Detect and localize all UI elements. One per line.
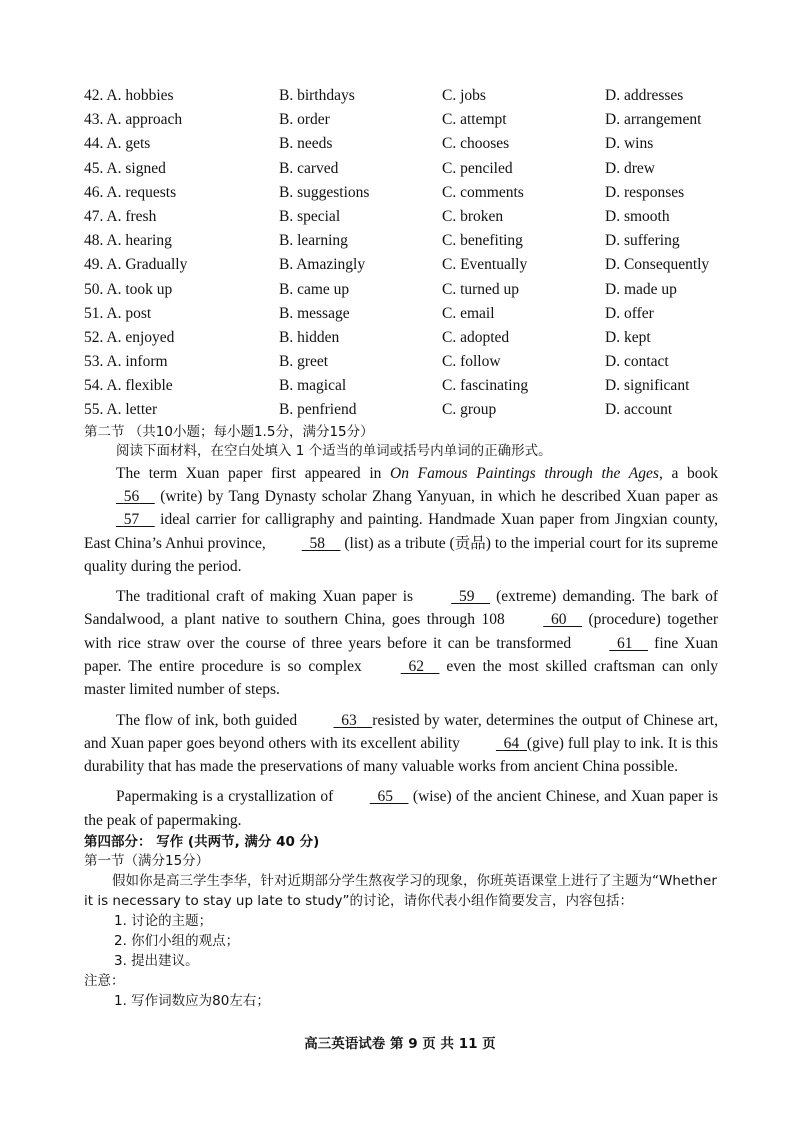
option-text: C. email — [442, 304, 495, 322]
option-d[interactable] — [605, 352, 718, 376]
option-a[interactable] — [84, 255, 279, 279]
option-b[interactable] — [279, 183, 442, 207]
option-text: C. comments — [442, 183, 524, 201]
option-row — [84, 352, 718, 376]
option-b[interactable] — [279, 328, 442, 352]
note-item-1: 1. 写作词数应为80左右； — [114, 993, 270, 1010]
option-text: D. smooth — [605, 207, 670, 225]
option-c[interactable] — [442, 231, 605, 255]
option-text: D. suffering — [605, 232, 680, 250]
option-text: A. hobbies — [106, 87, 174, 104]
blank-61[interactable]: 61 — [617, 634, 633, 652]
option-text: B. special — [279, 207, 341, 225]
option-text: A. approach — [106, 111, 183, 129]
option-a[interactable] — [84, 110, 279, 134]
prompt-item-1: 1. 讨论的主题； — [114, 913, 213, 930]
option-c[interactable] — [442, 207, 605, 231]
option-d[interactable] — [605, 304, 718, 328]
option-a[interactable] — [84, 86, 279, 110]
option-text: B. Amazingly — [279, 256, 366, 274]
option-text: D. significant — [605, 377, 690, 395]
option-row — [84, 207, 718, 231]
option-b[interactable] — [279, 134, 442, 158]
option-b[interactable] — [279, 231, 442, 255]
blank-59[interactable]: 59 — [458, 588, 475, 606]
question-number: 46. — [84, 183, 104, 201]
part4-section1-heading: 第一节（满分15分） — [84, 853, 210, 870]
option-text: D. offer — [605, 304, 654, 322]
option-text: A. post — [106, 304, 152, 322]
option-b[interactable] — [279, 304, 442, 328]
option-b[interactable] — [279, 159, 442, 183]
option-text: A. hearing — [106, 232, 172, 250]
option-a[interactable] — [84, 280, 279, 304]
option-c[interactable] — [442, 255, 605, 279]
option-c[interactable] — [442, 159, 605, 183]
option-a[interactable] — [84, 207, 279, 231]
question-number: 43. — [84, 111, 104, 129]
option-d[interactable] — [605, 328, 718, 352]
option-text: B. order — [279, 111, 330, 129]
option-d[interactable] — [605, 134, 718, 158]
option-b[interactable] — [279, 400, 442, 424]
option-text: D. Consequently — [605, 256, 710, 274]
blank-64[interactable]: 64 — [503, 734, 520, 752]
note-label: 注意： — [84, 973, 125, 990]
passage-paragraph-2: The traditional craft of making Xuan paper is 59 (extreme) demanding. The bark of Sandalwood, a plant native to southern China, goes through 108 60 (procedure) together with rice straw over the course of three years before it can be transformed 61 fine Xuan paper. The entire procedure is so complex 62 even the most skilled craftsman can only master limited number of steps. — [84, 585, 718, 701]
option-c[interactable] — [442, 328, 605, 352]
option-c[interactable] — [442, 86, 605, 110]
option-row — [84, 400, 718, 424]
question-number: 47. — [84, 207, 104, 225]
option-text: C. attempt — [442, 111, 507, 129]
option-text: D. account — [605, 401, 673, 419]
option-text: B. greet — [279, 353, 329, 371]
option-b[interactable] — [279, 86, 442, 110]
option-a[interactable] — [84, 159, 279, 183]
option-text: D. made up — [605, 280, 677, 298]
option-text: D. kept — [605, 328, 651, 346]
option-d[interactable] — [605, 159, 718, 183]
option-c[interactable] — [442, 352, 605, 376]
question-number: 51. — [84, 304, 104, 322]
option-b[interactable] — [279, 376, 442, 400]
blank-65[interactable]: 65 — [377, 788, 393, 806]
option-text: B. carved — [279, 159, 339, 177]
option-c[interactable] — [442, 134, 605, 158]
option-a[interactable] — [84, 376, 279, 400]
option-text: B. came up — [279, 280, 350, 298]
option-text: C. penciled — [442, 159, 513, 177]
option-d[interactable] — [605, 183, 718, 207]
blank-56[interactable]: 56 — [123, 487, 140, 505]
option-d[interactable] — [605, 376, 718, 400]
question-number: 50. — [84, 280, 104, 298]
option-c[interactable] — [442, 304, 605, 328]
option-b[interactable] — [279, 110, 442, 134]
option-d[interactable] — [605, 280, 718, 304]
question-number: 49. — [84, 256, 104, 274]
option-text: B. hidden — [279, 328, 340, 346]
option-d[interactable] — [605, 86, 718, 110]
option-c[interactable] — [442, 376, 605, 400]
option-row — [84, 159, 718, 183]
blank-58[interactable]: 58 — [309, 534, 325, 552]
book-title: On Famous Paintings through the Ages — [390, 464, 659, 482]
option-row — [84, 231, 718, 255]
writing-prompt: 假如你是高三学生李华，针对近期部分学生熬夜学习的现象，你班英语课堂上进行了主题为“Whether it is necessary to stay up late to study”的讨论，请你代表小组作简要发言，内容包括： — [84, 873, 717, 910]
option-text: B. message — [279, 304, 350, 322]
blank-60[interactable]: 60 — [550, 611, 567, 629]
option-text: A. fresh — [106, 207, 157, 225]
option-b[interactable] — [279, 280, 442, 304]
question-number: 45. — [84, 159, 104, 177]
question-number: 53. — [84, 353, 104, 371]
option-text: B. suggestions — [279, 183, 370, 201]
option-text: C. benefiting — [442, 232, 523, 250]
option-text: D. arrangement — [605, 111, 702, 129]
question-number: 48. — [84, 232, 104, 250]
option-row — [84, 280, 718, 304]
option-text: B. birthdays — [279, 87, 355, 104]
question-number: 54. — [84, 377, 104, 395]
blank-57[interactable]: 57 — [123, 511, 140, 529]
option-text: C. group — [442, 401, 497, 419]
option-d[interactable] — [605, 207, 718, 231]
option-text: A. inform — [106, 353, 168, 371]
option-text: C. adopted — [442, 328, 510, 346]
option-text: A. gets — [106, 135, 151, 153]
section2-instruction: 阅读下面材料，在空白处填入 1 个适当的单词或括号内单词的正确形式。 — [116, 442, 552, 459]
part4-heading: 第四部分： 写作 (共两节, 满分 40 分) — [84, 834, 320, 851]
option-c[interactable] — [442, 110, 605, 134]
option-text: A. signed — [106, 159, 166, 177]
option-a[interactable] — [84, 352, 279, 376]
option-b[interactable] — [279, 352, 442, 376]
prompt-item-2: 2. 你们小组的观点； — [114, 933, 240, 950]
exam-page — [84, 86, 718, 1011]
option-b[interactable] — [279, 255, 442, 279]
option-text: A. enjoyed — [106, 328, 175, 346]
option-text: A. Gradually — [106, 256, 188, 274]
option-a[interactable] — [84, 400, 279, 424]
option-text: C. turned up — [442, 280, 520, 298]
option-text: D. addresses — [605, 87, 684, 104]
option-a[interactable] — [84, 328, 279, 352]
option-c[interactable] — [442, 400, 605, 424]
passage-paragraph-4: Papermaking is a crystallization of 65 (wise) of the ancient Chinese, and Xuan paper is the peak of papermaking. — [84, 785, 718, 832]
option-text: C. jobs — [442, 87, 486, 104]
options-table — [84, 86, 718, 425]
option-row — [84, 86, 718, 110]
option-a[interactable] — [84, 231, 279, 255]
option-text: D. responses — [605, 183, 685, 201]
question-number: 52. — [84, 328, 104, 346]
option-d[interactable] — [605, 255, 718, 279]
option-d[interactable] — [605, 400, 718, 424]
option-row — [84, 183, 718, 207]
option-d[interactable] — [605, 231, 718, 255]
question-number: 42. — [84, 87, 104, 104]
blank-63[interactable]: 63 — [341, 711, 357, 729]
option-c[interactable] — [442, 183, 605, 207]
option-text: A. letter — [106, 401, 158, 419]
option-text: D. drew — [605, 159, 655, 177]
option-text: C. follow — [442, 353, 501, 371]
option-row — [84, 328, 718, 352]
passage-paragraph-1: The term Xuan paper first appeared in On Famous Paintings through the Ages, a book 56 (write) by Tang Dynasty scholar Zhang Yanyuan, in which he described Xuan paper as 57 ideal carrier for calligraphy and painting. Handmade Xuan paper from Jingxian county, East China’s Anhui province, 58 (list) as a tribute (贡品) to the imperial court for its supreme quality during the period. — [84, 464, 719, 575]
option-a[interactable] — [84, 183, 279, 207]
option-a[interactable] — [84, 304, 279, 328]
option-row — [84, 255, 718, 279]
option-c[interactable] — [442, 280, 605, 304]
option-b[interactable] — [279, 207, 442, 231]
prompt-item-3: 3. 提出建议。 — [114, 953, 199, 970]
option-row — [84, 134, 718, 158]
option-a[interactable] — [84, 134, 279, 158]
option-text: A. took up — [106, 280, 173, 298]
section2-heading: 第二节 （共10小题；每小题1.5分，满分15分） — [84, 423, 374, 440]
page-footer: 高三英语试卷 第 9 页 共 11 页 — [304, 1036, 496, 1052]
blank-62[interactable]: 62 — [408, 658, 424, 675]
option-text: D. wins — [605, 135, 654, 153]
option-text: D. contact — [605, 353, 669, 371]
option-text: A. requests — [106, 183, 177, 201]
option-text: A. flexible — [106, 377, 173, 395]
option-d[interactable] — [605, 110, 718, 134]
question-number: 55. — [84, 401, 104, 419]
passage-paragraph-3: The flow of ink, both guided 63 resisted by water, determines the output of Chinese art, and Xuan paper goes beyond others with its excellent ability 64 (give) full play to ink. It is this durability that has made the preservations of many valuable works from ancient China possible. — [84, 709, 718, 779]
option-text: C. fascinating — [442, 377, 529, 395]
option-row — [84, 376, 718, 400]
question-number: 44. — [84, 135, 104, 153]
option-text: C. broken — [442, 207, 504, 225]
option-text: C. chooses — [442, 135, 510, 153]
option-row — [84, 110, 718, 134]
option-text: C. Eventually — [442, 256, 528, 274]
option-text: B. penfriend — [279, 401, 357, 419]
option-text: B. learning — [279, 232, 348, 250]
option-row — [84, 304, 718, 328]
option-text: B. magical — [279, 377, 347, 395]
option-text: B. needs — [279, 135, 333, 153]
